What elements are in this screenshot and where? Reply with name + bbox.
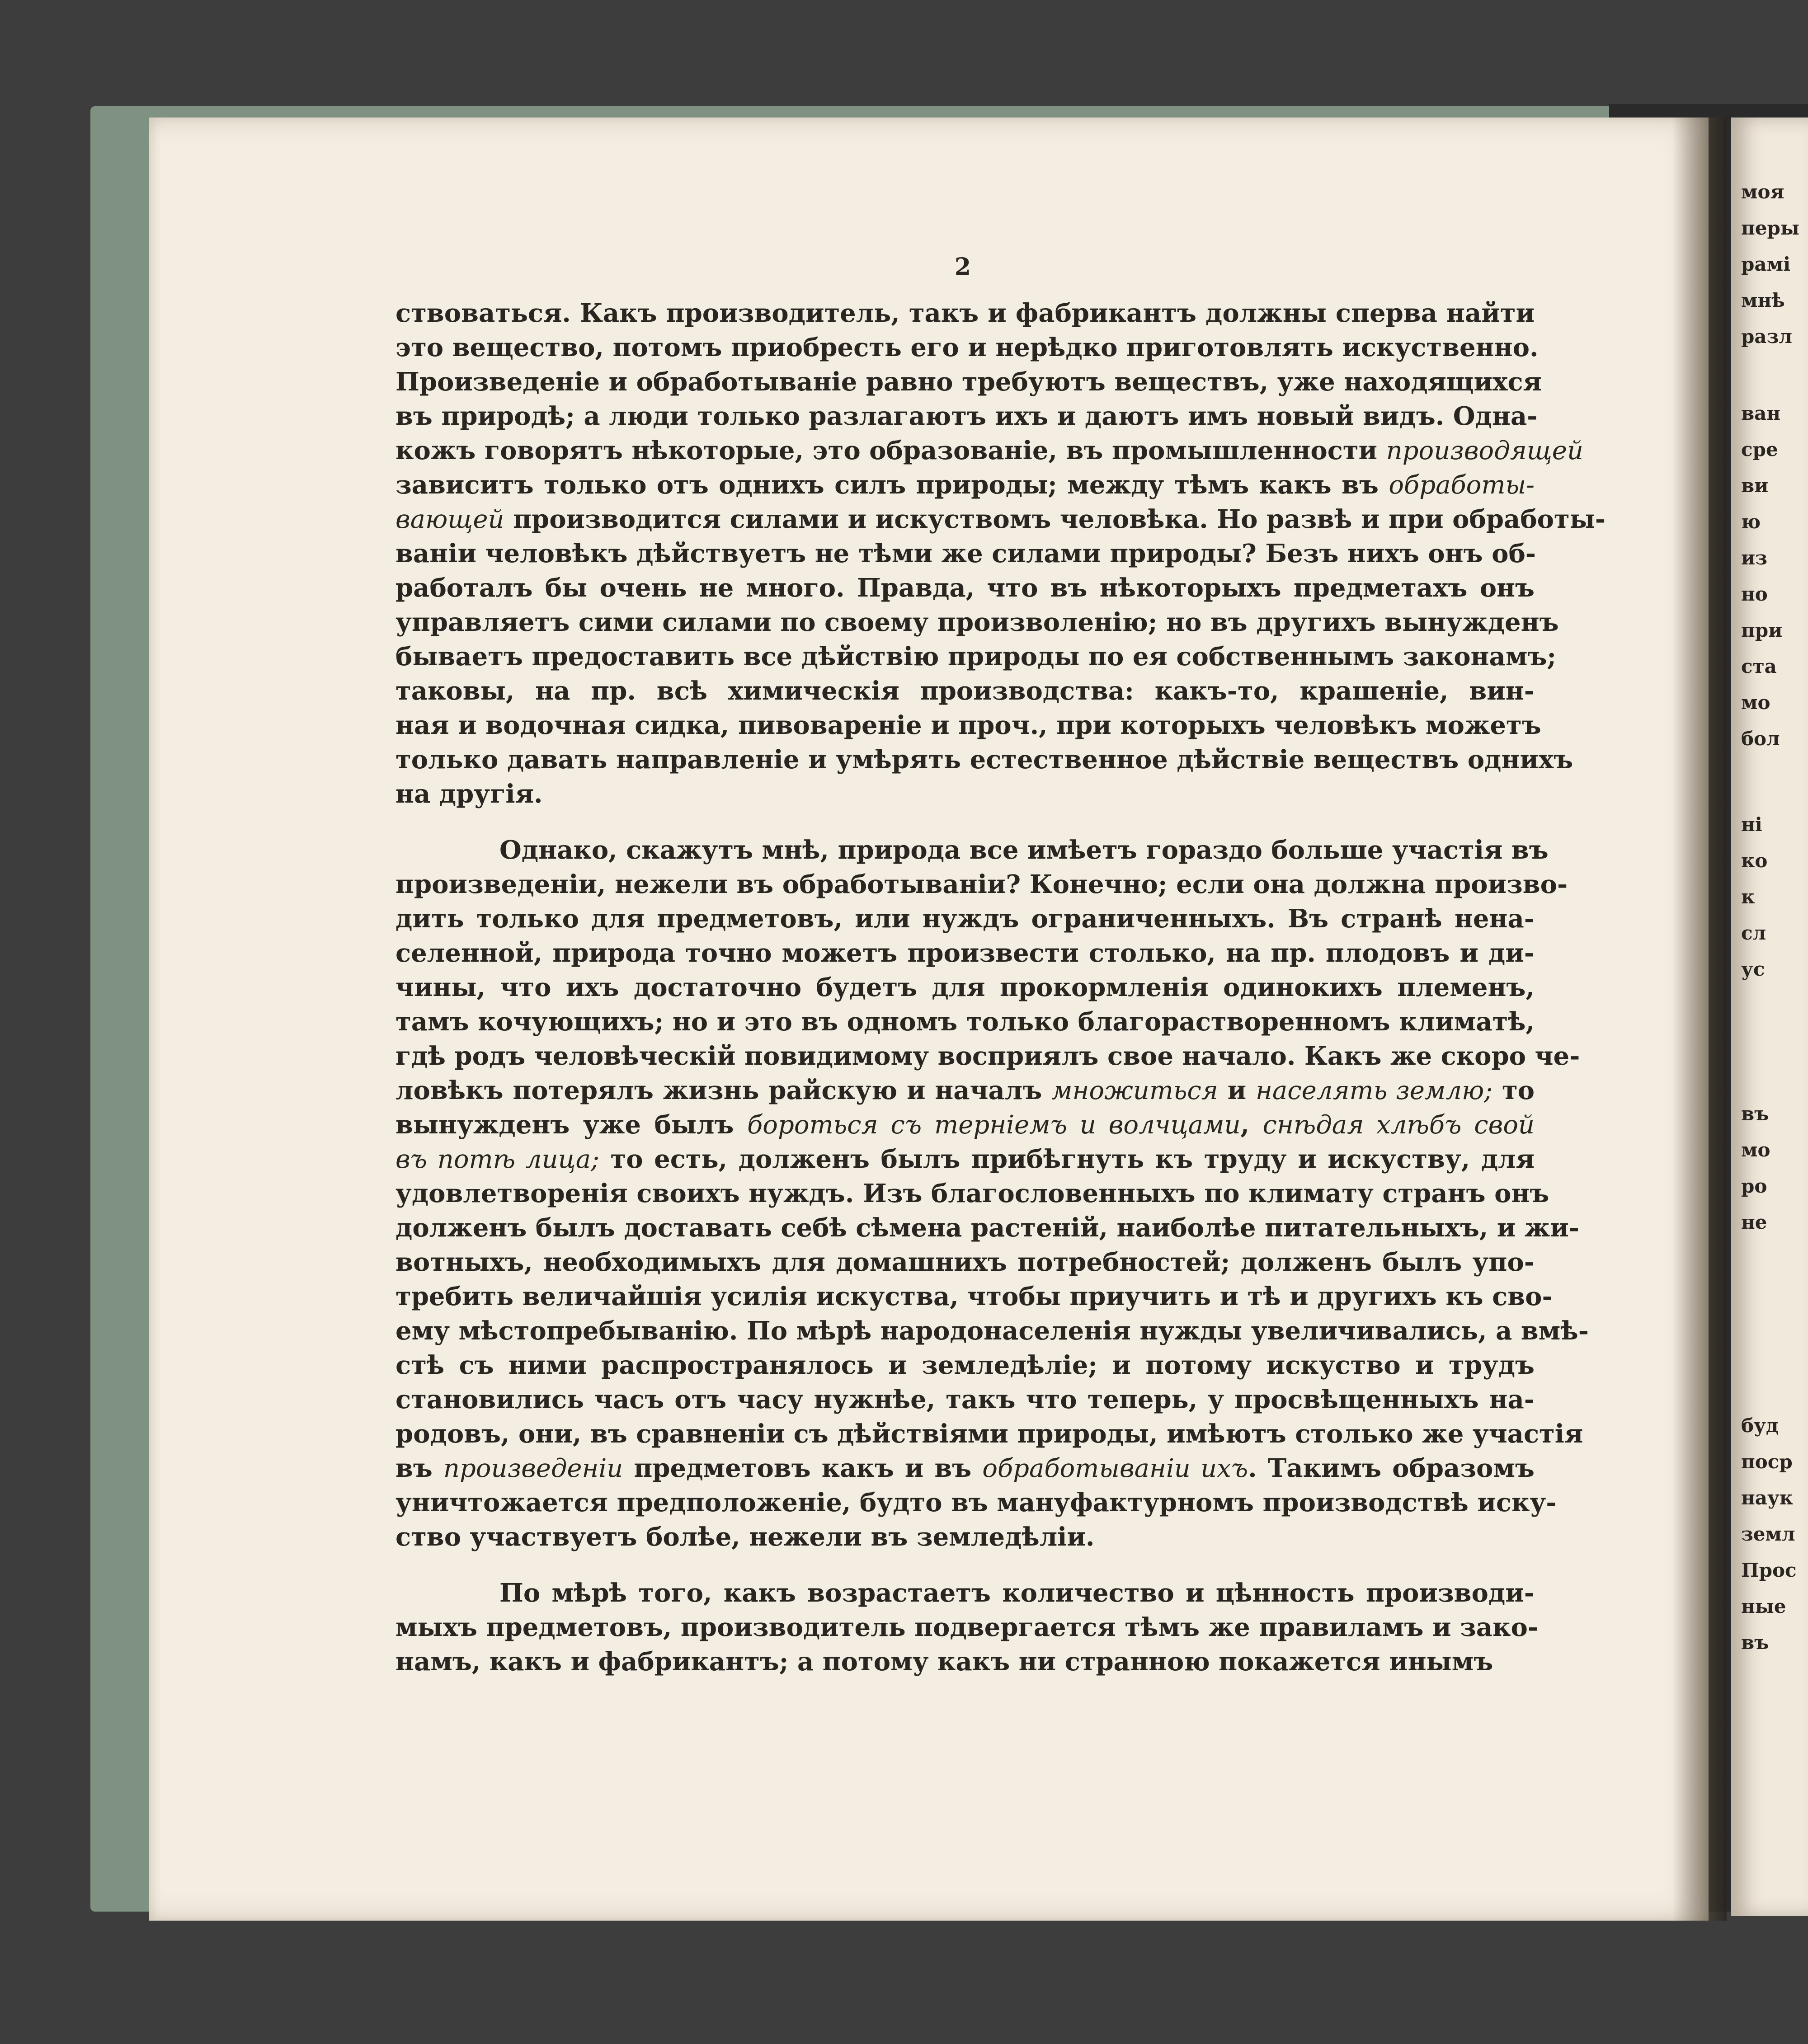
text-line: [396, 502, 1606, 536]
text-run: . Такимъ образомъ: [1248, 1453, 1535, 1483]
text-run: уничтожается предположеніе, будто въ мануфактурномъ производствѣ иску-: [396, 1488, 1557, 1518]
facing-page-fragment: мо: [1741, 1139, 1770, 1161]
text-run: родовъ, они, въ сравненіи съ дѣйствіями природы, имѣютъ столько же участія: [396, 1419, 1583, 1449]
page-body-text: [396, 296, 1606, 1679]
italic-run: множиться: [1051, 1076, 1218, 1105]
text-run: требить величайшія усилія искуства, чтобы приучить и тѣ и другихъ къ сво-: [396, 1282, 1553, 1311]
facing-page-fragment: ко: [1741, 850, 1768, 872]
text-line: [396, 1142, 1535, 1176]
italic-run: вающей: [396, 505, 504, 534]
text-line: [396, 468, 1535, 502]
text-line: [396, 433, 1583, 468]
text-run: въ природѣ; а люди только разлагаютъ ихъ и даютъ имъ новый видъ. Одна-: [396, 401, 1538, 431]
text-run: ловѣкъ потерялъ жизнь райскую и началъ: [396, 1076, 1052, 1105]
text-line: [396, 1348, 1535, 1382]
text-line: [396, 1610, 1539, 1645]
text-run: стѣ съ ними распространялось и земледѣліе; и потому искуство и трудъ: [396, 1350, 1535, 1380]
text-line: [396, 1039, 1580, 1073]
facing-page-fragment: бол: [1741, 728, 1780, 750]
text-line: [396, 833, 1549, 867]
text-run: вынужденъ уже былъ: [396, 1110, 748, 1140]
text-run: намъ, какъ и фабрикантъ; а потому какъ ни странною покажется инымъ: [396, 1647, 1493, 1677]
facing-page-fragment: въ: [1741, 1103, 1769, 1125]
italic-run: въ потѣ лица;: [396, 1145, 599, 1174]
paragraph: [396, 1576, 1539, 1679]
facing-page-fragment: перы: [1741, 217, 1799, 239]
facing-page-fragment: при: [1741, 619, 1783, 641]
page-number: 2: [954, 253, 971, 281]
text-line: [396, 1520, 1535, 1554]
text-line: [396, 674, 1535, 708]
text-run: предметовъ какъ и въ: [623, 1453, 983, 1483]
text-run: управляетъ сими силами по своему произволенію; но въ другихъ вынужденъ: [396, 607, 1559, 637]
facing-page-fragment: буд: [1741, 1414, 1779, 1437]
facing-page-fragment: ю: [1741, 511, 1761, 533]
text-line: [396, 1279, 1553, 1314]
facing-page-fragment: ста: [1741, 655, 1777, 677]
paragraph: [396, 296, 1606, 811]
facing-page-fragment: ные: [1741, 1595, 1786, 1617]
facing-page-fragment: к: [1741, 886, 1755, 908]
paragraph: [396, 833, 1589, 1554]
italic-run: обработы-: [1389, 470, 1535, 500]
facing-page-fragment: рамі: [1741, 253, 1791, 275]
italic-run: бороться съ терніемъ и волчцами: [747, 1110, 1241, 1140]
facing-page-fragment: из: [1741, 547, 1767, 569]
facing-page-fragment: ні: [1741, 813, 1762, 836]
text-run: и: [1218, 1076, 1256, 1105]
text-run: Однако, скажутъ мнѣ, природа все имѣетъ гораздо больше участія въ: [499, 835, 1549, 865]
text-line: [396, 777, 1535, 811]
italic-run: производящей: [1386, 436, 1583, 465]
text-run: вотныхъ, необходимыхъ для домашнихъ потребностей; долженъ былъ упо-: [396, 1247, 1535, 1277]
text-run: гдѣ родъ человѣческій повидимому восприялъ свое начало. Какъ же скоро че-: [396, 1041, 1580, 1071]
text-line: [396, 1485, 1557, 1520]
facing-page-fragment: мнѣ: [1741, 289, 1785, 311]
text-run: въ: [396, 1453, 443, 1483]
text-line: [396, 536, 1535, 571]
text-run: ствоваться. Какъ производитель, такъ и фабрикантъ должны сперва найти: [396, 298, 1535, 328]
text-line: [396, 1245, 1535, 1279]
facing-page-fragment: мо: [1741, 691, 1770, 714]
text-run: бываетъ предоставить все дѣйствію природы по ея собственнымъ законамъ;: [396, 642, 1557, 672]
italic-run: произведеніи: [443, 1454, 623, 1483]
text-run: таковы, на пр. всѣ химическія производства: какъ-то, крашеніе, вин-: [396, 676, 1535, 706]
text-line: [396, 1005, 1535, 1039]
facing-page-fragment: ро: [1741, 1175, 1767, 1197]
text-line: [396, 1382, 1535, 1417]
text-line: [396, 571, 1535, 605]
text-line: [396, 1176, 1549, 1211]
paragraph-gap: [396, 1554, 1535, 1576]
italic-run: обработываніи ихъ: [982, 1454, 1248, 1483]
text-line: [396, 1576, 1535, 1610]
text-run: на другія.: [396, 779, 543, 809]
facing-page-fragment: но: [1741, 583, 1768, 605]
text-run: ная и водочная сидка, пивовареніе и проч., при которыхъ человѣкъ можетъ: [396, 710, 1541, 740]
text-line: [396, 970, 1535, 1005]
text-line: [396, 1645, 1535, 1679]
text-run: удовлетворенія своихъ нуждъ. Изъ благословенныхъ по климату странъ онъ: [396, 1179, 1549, 1208]
text-run: долженъ былъ доставать себѣ сѣмена растеній, наиболѣе питательныхъ, и жи-: [396, 1213, 1580, 1243]
text-line: [396, 936, 1535, 970]
facing-page-fragment: земл: [1741, 1523, 1795, 1545]
text-line: [396, 639, 1557, 674]
book-gutter: [1672, 117, 1727, 1921]
text-run: то есть, долженъ былъ прибѣгнуть къ труду и искуству, для: [599, 1144, 1535, 1174]
text-run: то: [1493, 1076, 1535, 1105]
text-run: ваніи человѣкъ дѣйствуетъ не тѣми же силами природы? Безъ нихъ онъ об-: [396, 539, 1536, 569]
text-run: это вещество, потомъ приобресть его и нерѣдко приготовлять искуственно.: [396, 333, 1539, 362]
text-line: [396, 902, 1535, 936]
text-run: работалъ бы очень не много. Правда, что въ нѣкоторыхъ предметахъ онъ: [396, 573, 1535, 603]
facing-page-fragment: ус: [1741, 958, 1765, 980]
text-run: чины, что ихъ достаточно будетъ для прокормленія одинокихъ племенъ,: [396, 973, 1535, 1002]
text-line: [396, 1108, 1535, 1142]
text-run: кожъ говорятъ нѣкоторые, это образованіе, въ промышленности: [396, 436, 1386, 465]
facing-page-fragment: не: [1741, 1211, 1767, 1233]
italic-run: снѣдая хлѣбъ свой: [1262, 1110, 1535, 1140]
text-line: [396, 867, 1568, 902]
text-line: [396, 399, 1538, 433]
facing-page-fragment: моя: [1741, 181, 1784, 203]
italic-run: населять землю;: [1256, 1076, 1493, 1105]
text-line: [396, 1451, 1535, 1485]
facing-page-fragment: Прос: [1741, 1559, 1797, 1581]
text-run: зависитъ только отъ однихъ силъ природы; между тѣмъ какъ въ: [396, 470, 1389, 500]
text-line: [396, 296, 1535, 330]
text-run: ство участвуетъ болѣе, нежели въ земледѣліи.: [396, 1522, 1095, 1552]
text-run: Произведеніе и обработываніе равно требуютъ веществъ, уже находящихся: [396, 367, 1542, 397]
facing-page-fragment: наук: [1741, 1487, 1794, 1509]
text-line: [396, 605, 1559, 639]
facing-page-fragment: ви: [1741, 475, 1769, 497]
paragraph-gap: [396, 811, 1535, 833]
text-line: [396, 1314, 1589, 1348]
text-line: [396, 708, 1541, 742]
facing-page-fragment: сре: [1741, 438, 1778, 460]
text-run: производится силами и искуствомъ человѣка. Но развѣ и при обработы-: [504, 504, 1606, 534]
text-run: ему мѣстопребыванію. По мѣрѣ народонаселенія нужды увеличивались, а вмѣ-: [396, 1316, 1589, 1346]
text-run: становились часъ отъ часу нужнѣе, такъ что теперь, у просвѣщенныхъ на-: [396, 1385, 1535, 1414]
text-line: [396, 742, 1573, 777]
facing-page-fragment: разл: [1741, 325, 1792, 348]
text-run: мыхъ предметовъ, производитель подвергается тѣмъ же правиламъ и зако-: [396, 1612, 1539, 1642]
facing-page-fragment: въ: [1741, 1631, 1769, 1654]
facing-page-fragment: сл: [1741, 922, 1766, 944]
text-line: [396, 365, 1542, 399]
text-run: произведеніи, нежели въ обработываніи? Конечно; если она должна произво-: [396, 869, 1568, 899]
text-line: [396, 1211, 1580, 1245]
text-run: дить только для предметовъ, или нуждъ ограниченныхъ. Въ странѣ нена-: [396, 904, 1535, 934]
text-run: селенной, природа точно можетъ произвести столько, на пр. плодовъ и ди-: [396, 938, 1535, 968]
text-run: тамъ кочующихъ; но и это въ одномъ только благорастворенномъ климатѣ,: [396, 1007, 1535, 1037]
facing-page-fragment: поср: [1741, 1451, 1793, 1473]
text-line: [396, 330, 1539, 365]
facing-page-fragment: ван: [1741, 402, 1781, 424]
text-line: [396, 1073, 1535, 1108]
text-line: [396, 1417, 1583, 1451]
text-run: ,: [1240, 1110, 1263, 1140]
text-run: По мѣрѣ того, какъ возрастаетъ количество и цѣнность производи-: [499, 1578, 1535, 1608]
text-run: только давать направленіе и умѣрять естественное дѣйствіе веществъ однихъ: [396, 745, 1573, 775]
facing-page-edge: [1731, 117, 1808, 1916]
